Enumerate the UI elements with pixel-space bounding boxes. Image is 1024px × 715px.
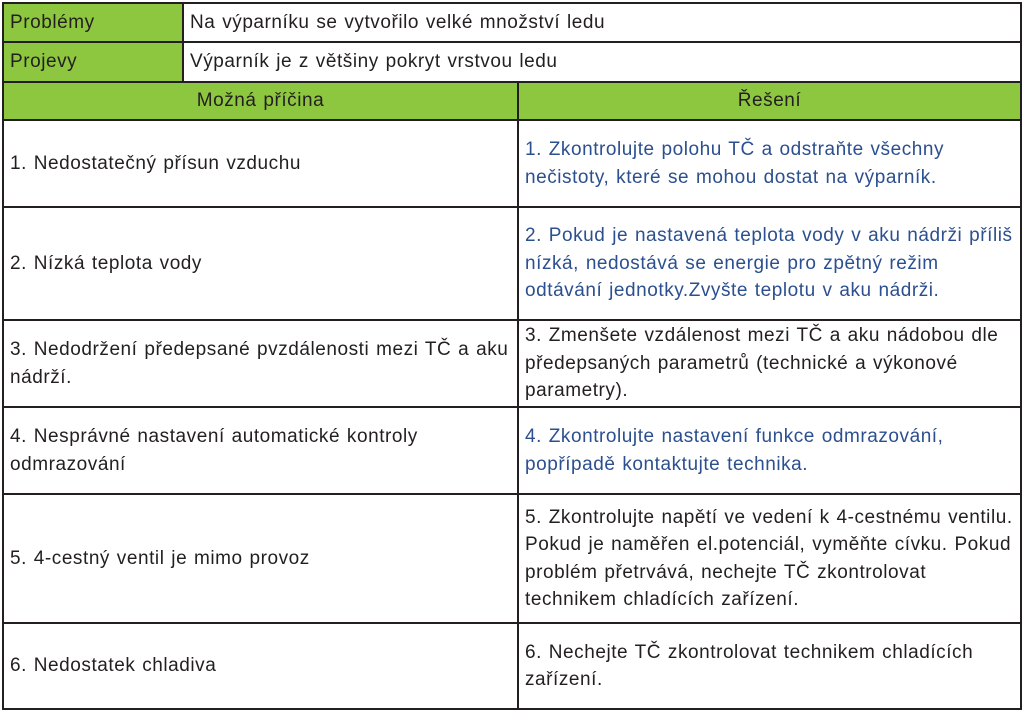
problems-label: Problémy [3,3,183,42]
problems-value: Na výparníku se vytvořilo velké množství ledu [183,3,1021,42]
solution-cell: 4. Zkontrolujte nastavení funkce odmrazování, popřípadě kontaktujte technika. [518,407,1021,494]
solution-cell: 1. Zkontrolujte polohu TČ a odstraňte všechny nečistoty, které se mohou dostat na výparník. [518,120,1021,207]
solution-cell: 3. Zmenšete vzdálenost mezi TČ a aku nádobou dle předepsaných parametrů (technické a výkonové parametry). [518,320,1021,407]
table-row [3,120,1021,207]
solution-cell: 5. Zkontrolujte napětí ve vedení k 4-cestnému ventilu. Pokud je naměřen el.potenciál, vyměňte cívku. Pokud problém přetrvává, nechejte TČ zkontrolovat technikem chladících zařízení. [518,494,1021,623]
symptoms-row [3,42,1021,82]
solution-cell: 2. Pokud je nastavená teplota vody v aku nádrži příliš nízká, nedostává se energie pro zpětný režim odtávání jednotky.Zvyšte teplotu v aku nádrži. [518,207,1021,320]
cause-cell: 6. Nedostatek chladiva [3,623,518,709]
table-row [3,407,1021,494]
cause-cell: 1. Nedostatečný přísun vzduchu [3,120,518,207]
troubleshooting-table [2,2,1022,710]
column-header-solution: Řešení [518,82,1021,120]
cause-cell: 2. Nízká teplota vody [3,207,518,320]
cause-cell: 4. Nesprávné nastavení automatické kontroly odmrazování [3,407,518,494]
cause-cell: 3. Nedodržení předepsané pvzdálenosti mezi TČ a aku nádrží. [3,320,518,407]
table-row [3,494,1021,623]
symptoms-label: Projevy [3,42,183,82]
solution-cell: 6. Nechejte TČ zkontrolovat technikem chladících zařízení. [518,623,1021,709]
column-header-row [3,82,1021,120]
cause-cell: 5. 4-cestný ventil je mimo provoz [3,494,518,623]
table-row [3,623,1021,709]
table-row [3,207,1021,320]
problems-row [3,3,1021,42]
symptoms-value: Výparník je z většiny pokryt vrstvou ledu [183,42,1021,82]
table-row [3,320,1021,407]
column-header-cause: Možná příčina [3,82,518,120]
